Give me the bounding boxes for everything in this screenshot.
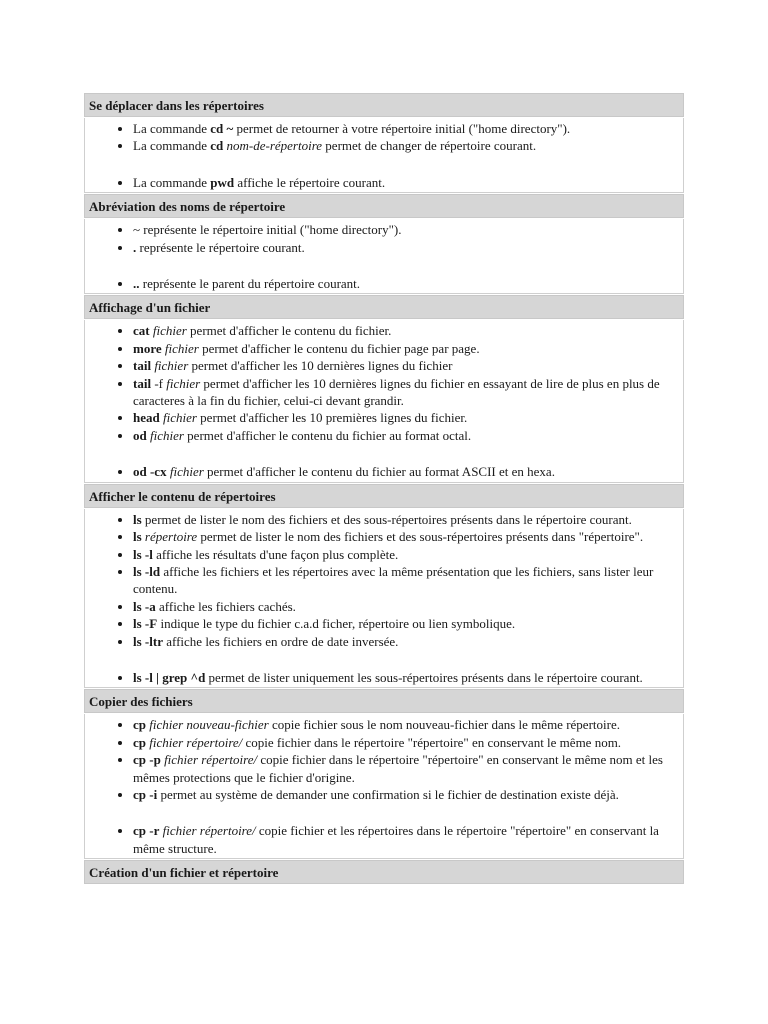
list-item	[133, 786, 677, 803]
command-text: ..	[133, 276, 140, 292]
command-text: cp -i	[133, 786, 158, 802]
command-text: ls	[133, 529, 142, 545]
argument-text: fichier	[166, 375, 201, 391]
section-body	[84, 509, 684, 689]
list-item	[133, 511, 677, 528]
list-item	[133, 822, 677, 857]
command-text: cat	[133, 323, 150, 339]
bullet-list	[85, 716, 683, 857]
command-text: cp -r	[133, 823, 160, 839]
command-text: ls -F	[133, 616, 158, 632]
description-text: permet d'afficher le contenu du fichier page par page.	[198, 340, 480, 356]
argument-text: fichier nouveau-fichier	[149, 717, 269, 733]
description-text: affiche les résultats d'une façon plus complète.	[152, 546, 399, 562]
description-text: copie fichier sous le nom nouveau-fichier dans le même répertoire.	[268, 717, 620, 733]
section-header: Se déplacer dans les répertoires	[84, 93, 684, 117]
list-item	[133, 322, 677, 339]
argument-text: fichier	[162, 410, 197, 426]
description-text: La commande	[133, 138, 211, 154]
section-header: Afficher le contenu de répertoires	[84, 484, 684, 508]
bullet-list	[85, 221, 683, 292]
description-text: indique le type du fichier c.a.d ficher, répertoire ou lien symbolique.	[157, 616, 516, 632]
argument-text: fichier	[149, 427, 184, 443]
command-text: cp -p	[133, 752, 161, 768]
list-item	[133, 633, 677, 650]
bullet-list	[85, 120, 683, 191]
list-item	[133, 375, 677, 410]
section-header: Création d'un fichier et répertoire	[84, 860, 684, 884]
command-text: more	[133, 340, 162, 356]
description-text: permet de retourner à votre répertoire initial ("home directory").	[233, 121, 571, 136]
command-text: od	[133, 427, 147, 443]
description-text: permet de changer de répertoire courant.	[322, 138, 537, 154]
section-body	[84, 219, 684, 294]
list-item	[133, 751, 677, 786]
section-body	[84, 714, 684, 859]
list-item	[133, 239, 677, 256]
command-text: head	[133, 410, 160, 426]
description-text: permet de lister uniquement les sous-répertoires présents dans le répertoire courant.	[205, 669, 643, 685]
list-item	[133, 463, 677, 480]
argument-text: fichier répertoire/	[149, 734, 243, 750]
command-text: ls -a	[133, 598, 156, 614]
command-text: cd	[210, 138, 224, 154]
description-text: copie fichier dans le répertoire "répertoire" en conservant le même nom.	[242, 734, 622, 750]
command-text: tail	[133, 358, 152, 374]
description-text: affiche les fichiers et les répertoires avec la même présentation que les fichiers, sans lister leur contenu.	[133, 563, 654, 597]
argument-text: fichier	[169, 464, 204, 480]
description-text: affiche le répertoire courant.	[234, 174, 386, 190]
argument-text: fichier	[164, 340, 199, 356]
list-item	[133, 546, 677, 563]
argument-text: nom-de-répertoire	[226, 138, 323, 154]
description-text: copie fichier et les répertoires dans le répertoire "répertoire" en conservant la même structure.	[133, 823, 659, 856]
command-text: od -cx	[133, 464, 167, 480]
description-text: affiche les fichiers cachés.	[155, 598, 296, 614]
list-item	[133, 615, 677, 632]
argument-text: fichier	[152, 323, 187, 339]
command-text: cp	[133, 734, 146, 750]
command-text: tail	[133, 375, 152, 391]
description-text: représente le répertoire courant.	[136, 239, 305, 255]
bullet-list	[85, 511, 683, 687]
list-item	[133, 563, 677, 598]
description-text: représente le parent du répertoire courant.	[139, 276, 361, 292]
description-text: ~ représente le répertoire initial ("home directory").	[133, 222, 402, 238]
section-header: Copier des fichiers	[84, 689, 684, 713]
command-text: pwd	[210, 174, 235, 190]
description-text: permet d'afficher le contenu du fichier au format octal.	[183, 427, 472, 443]
command-text: ls -ld	[133, 563, 161, 579]
list-item	[133, 340, 677, 357]
list-item	[133, 528, 677, 545]
list-item	[133, 734, 677, 751]
description-text: permet de lister le nom des fichiers et des sous-répertoires présents dans "répertoire".	[197, 529, 644, 545]
argument-text: fichier répertoire/	[162, 823, 256, 839]
list-item	[133, 357, 677, 374]
description-text: La commande	[133, 121, 211, 136]
section-body	[84, 118, 684, 193]
description-text: permet d'afficher les 10 dernières lignes du fichier	[188, 358, 453, 374]
list-item	[133, 221, 677, 238]
command-text: .	[133, 239, 137, 255]
list-item	[133, 120, 677, 137]
argument-text: fichier répertoire/	[164, 752, 258, 768]
list-item	[133, 716, 677, 733]
command-text: ls -l | grep ^d	[133, 669, 206, 685]
command-text: cd ~	[210, 121, 234, 136]
command-text: cp	[133, 717, 146, 733]
list-item	[133, 174, 677, 191]
description-text: copie fichier dans le répertoire "répertoire" en conservant le même nom et les mêmes protections que le fichier d'origine.	[133, 752, 663, 785]
description-text: affiche les fichiers en ordre de date inversée.	[162, 633, 399, 649]
document	[84, 92, 684, 884]
description-text: permet au système de demander une confirmation si le fichier de destination existe déjà.	[157, 786, 619, 802]
list-item	[133, 275, 677, 292]
argument-text: répertoire	[144, 529, 198, 545]
description-text: La commande	[133, 174, 211, 190]
command-text: ls -ltr	[133, 633, 163, 649]
section-header: Abréviation des noms de répertoire	[84, 194, 684, 218]
argument-text: fichier	[154, 358, 189, 374]
command-text: ls -l	[133, 546, 153, 562]
list-item	[133, 409, 677, 426]
description-text: permet d'afficher les 10 premières lignes du fichier.	[196, 410, 468, 426]
list-item	[133, 427, 677, 444]
command-text: ls	[133, 511, 142, 527]
description-text: permet d'afficher le contenu du fichier.	[186, 323, 392, 339]
description-text: permet d'afficher le contenu du fichier au format ASCII et en hexa.	[203, 464, 555, 480]
list-item	[133, 137, 677, 154]
description-text: -f	[151, 375, 167, 391]
bullet-list	[85, 322, 683, 480]
description-text: permet d'afficher les 10 dernières lignes du fichier en essayant de lire de plus en plus de caracteres à la fin du fichier, celui-ci devant grandir.	[133, 375, 660, 409]
description-text: permet de lister le nom des fichiers et des sous-répertoires présents dans le répertoire courant.	[141, 511, 632, 527]
section-header: Affichage d'un fichier	[84, 295, 684, 319]
section-body	[84, 320, 684, 482]
list-item	[133, 598, 677, 615]
list-item	[133, 669, 677, 686]
